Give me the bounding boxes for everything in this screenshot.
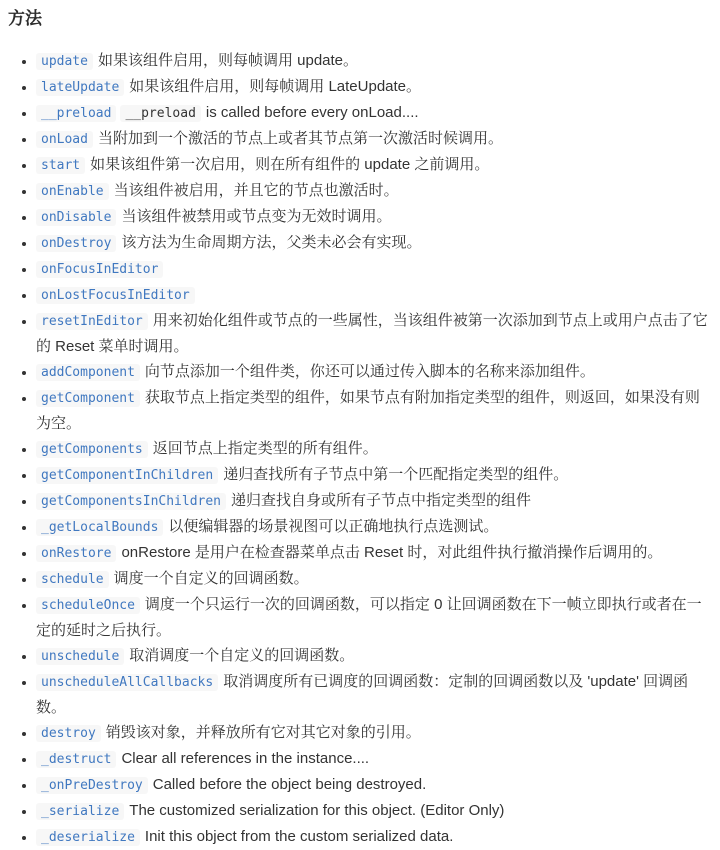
method-description: 向节点添加一个组件类，你还可以通过传入脚本的名称来添加组件。 [144, 363, 595, 380]
method-description: 当该组件被启用，并且它的节点也激活时。 [113, 182, 399, 199]
method-description: Init this object from the custom serialized data. [144, 828, 454, 845]
method-link[interactable]: onEnable [36, 183, 109, 200]
method-link[interactable]: getComponents [36, 441, 148, 458]
method-list-item [36, 514, 712, 540]
method-list-item [36, 385, 712, 436]
method-list-item [36, 566, 712, 592]
method-description: 取消调度所有已调度的回调函数：定制的回调函数以及 'update' 回调函数。 [36, 673, 689, 716]
method-list-item [36, 720, 712, 746]
method-list-item [36, 798, 712, 824]
method-list-item [36, 256, 712, 282]
method-link[interactable]: resetInEditor [36, 313, 148, 330]
method-list-item [36, 488, 712, 514]
method-description: 以便编辑器的场景视图可以正确地执行点选测试。 [168, 518, 499, 535]
method-link[interactable]: _destruct [36, 751, 116, 768]
method-description: is called before every onLoad.... [205, 104, 419, 121]
method-list-item [36, 100, 712, 126]
method-link[interactable]: _onPreDestroy [36, 777, 148, 794]
method-list-item [36, 592, 712, 643]
method-list-item [36, 746, 712, 772]
method-list-item [36, 308, 712, 359]
method-list-item [36, 462, 712, 488]
method-description: 递归查找所有子节点中第一个匹配指定类型的组件。 [223, 466, 569, 483]
method-link[interactable]: start [36, 157, 85, 174]
method-list-item [36, 126, 712, 152]
page-title: 方法 [8, 9, 42, 28]
method-description: 如果该组件第一次启用，则在所有组件的 update 之前调用。 [90, 156, 490, 173]
method-link[interactable]: _serialize [36, 803, 124, 820]
method-link[interactable]: _deserialize [36, 829, 140, 846]
method-link[interactable]: onFocusInEditor [36, 261, 163, 278]
method-description: 递归查找自身或所有子节点中指定类型的组件 [231, 492, 532, 509]
method-list-item [36, 540, 712, 566]
method-link[interactable]: getComponent [36, 390, 140, 407]
method-link[interactable]: addComponent [36, 364, 140, 381]
method-list-item [36, 48, 712, 74]
method-description: 销毁该对象，并释放所有它对其它对象的引用。 [105, 724, 421, 741]
method-link[interactable]: onRestore [36, 545, 116, 562]
method-description: 获取节点上指定类型的组件，如果节点有附加指定类型的组件，则返回，如果没有则为空。 [36, 389, 700, 432]
method-list-item [36, 643, 712, 669]
method-list-item [36, 230, 712, 256]
method-link[interactable]: __preload [36, 105, 116, 122]
method-link[interactable]: unscheduleAllCallbacks [36, 674, 218, 691]
method-description: Clear all references in the instance.... [121, 750, 370, 767]
method-link[interactable]: onDestroy [36, 235, 116, 252]
method-link[interactable]: getComponentsInChildren [36, 493, 226, 510]
method-link[interactable]: onDisable [36, 209, 116, 226]
methods-list [8, 48, 712, 850]
method-description: 该方法为生命周期方法，父类未必会有实现。 [121, 234, 422, 251]
method-description: 返回节点上指定类型的所有组件。 [152, 440, 378, 457]
method-list-item [36, 204, 712, 230]
method-list-item [36, 178, 712, 204]
method-list-item [36, 74, 712, 100]
method-link[interactable]: destroy [36, 725, 101, 742]
method-description: 如果该组件启用，则每帧调用 update。 [97, 52, 359, 69]
method-description: 如果该组件启用，则每帧调用 LateUpdate。 [129, 78, 422, 95]
method-list-item [36, 772, 712, 798]
method-link[interactable]: schedule [36, 571, 109, 588]
method-description: 取消调度一个自定义的回调函数。 [129, 647, 355, 664]
method-link[interactable]: onLostFocusInEditor [36, 287, 195, 304]
inline-code-icon: __preload [120, 105, 200, 122]
method-link[interactable]: lateUpdate [36, 79, 124, 96]
method-description: The customized serialization for this object. (Editor Only) [129, 802, 505, 819]
method-list-item [36, 824, 712, 850]
method-description: Called before the object being destroyed. [152, 776, 427, 793]
method-link[interactable]: update [36, 53, 93, 70]
method-link[interactable]: onLoad [36, 131, 93, 148]
method-description: onRestore 是用户在检查器菜单点击 Reset 时，对此组件执行撤消操作后调用的。 [121, 544, 663, 561]
method-list-item [36, 359, 712, 385]
method-list-item [36, 669, 712, 720]
method-description: 用来初始化组件或节点的一些属性，当该组件被第一次添加到节点上或用户点击了它的 Reset 菜单时调用。 [36, 312, 708, 355]
method-list-item [36, 436, 712, 462]
method-description: 当该组件被禁用或节点变为无效时调用。 [121, 208, 392, 225]
method-list-item [36, 152, 712, 178]
method-link[interactable]: scheduleOnce [36, 597, 140, 614]
method-description: 调度一个自定义的回调函数。 [113, 570, 309, 587]
method-link[interactable]: _getLocalBounds [36, 519, 163, 536]
method-description: 调度一个只运行一次的回调函数，可以指定 0 让回调函数在下一帧立即执行或者在一定的延时之后执行。 [36, 596, 702, 639]
method-list-item [36, 282, 712, 308]
method-link[interactable]: unschedule [36, 648, 124, 665]
method-link[interactable]: getComponentInChildren [36, 467, 218, 484]
method-description: 当附加到一个激活的节点上或者其节点第一次激活时候调用。 [97, 130, 503, 147]
